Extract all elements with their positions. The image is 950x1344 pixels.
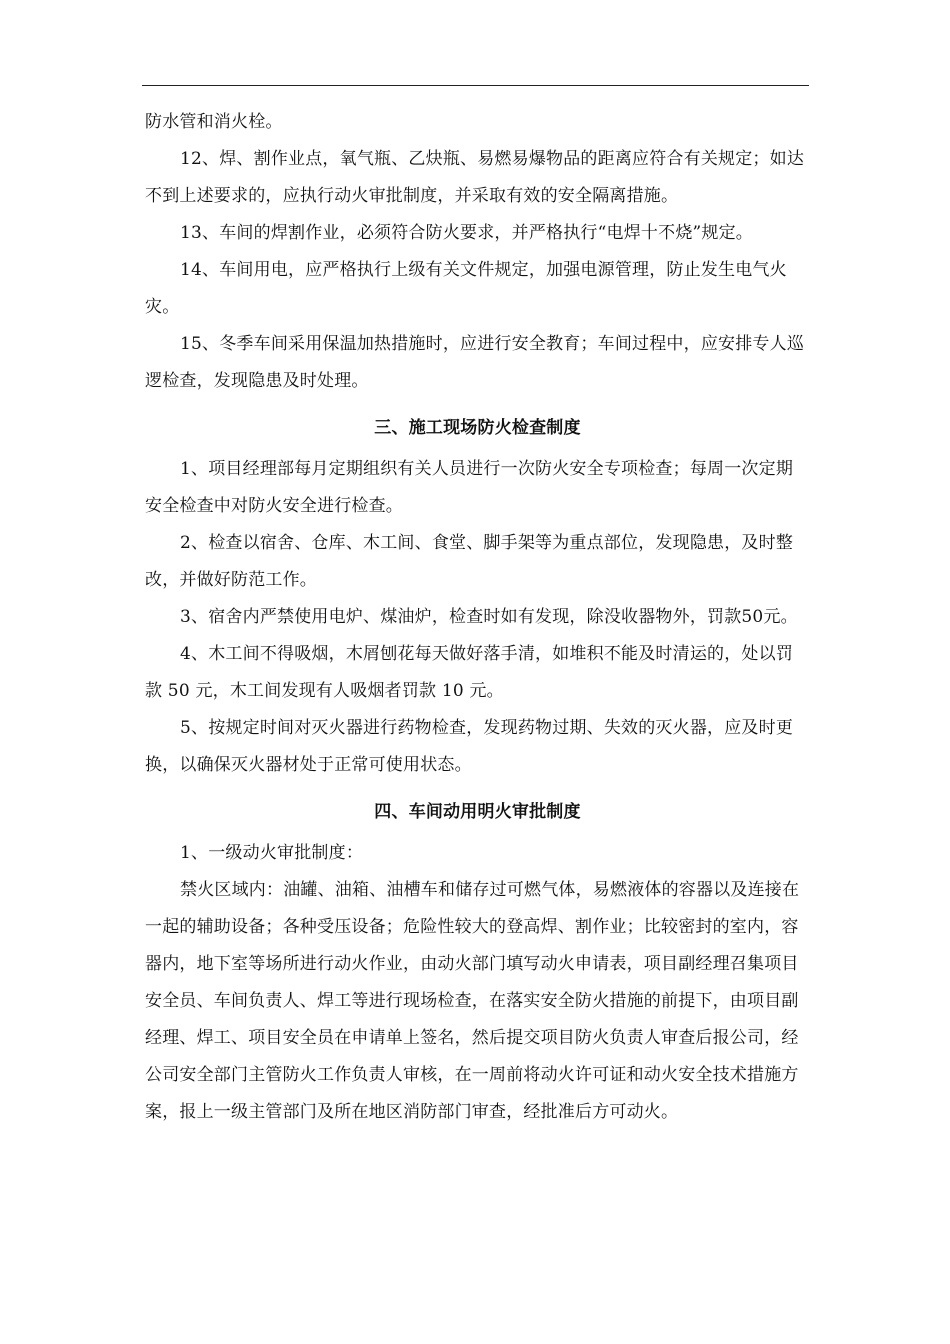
paragraph: 2、检查以宿舍、仓库、木工间、食堂、脚手架等为重点部位，发现隐患，及时整改，并做好防范工作。 (145, 533, 794, 590)
paragraph: 4、木工间不得吸烟，木屑刨花每天做好落手清，如堆积不能及时清运的，处以罚款 50 元，木工间发现有人吸烟者罚款 10 元。 (145, 644, 794, 701)
paragraph: 防水管和消火栓。 (145, 112, 283, 132)
paragraph: 1、一级动火审批制度： (180, 843, 364, 863)
paragraph: 3、宿舍内严禁使用电炉、煤油炉，检查时如有发现，除没收器物外，罚款50元。 (180, 607, 798, 627)
document-body (145, 104, 810, 1131)
paragraph: 禁火区域内：油罐、油箱、油槽车和储存过可燃气体，易燃液体的容器以及连接在一起的辅助设备；各种受压设备；危险性较大的登高焊、割作业；比较密封的室内，容器内，地下室等场所进行动火作业，由动火部门填写动火申请表，项目副经理召集项目安全员、车间负责人、焊工等进行现场检查，在落实安全防火措施的前提下，由项目副经理、焊工、项目安全员在申请单上签名，然后提交项目防火负责人审查后报公司，经公司安全部门主管防火工作负责人审核，在一周前将动火许可证和动火安全技术措施方案，报上一级主管部门及所在地区消防部门审查，经批准后方可动火。 (145, 880, 800, 1122)
header-rule (142, 85, 809, 86)
paragraph: 14、车间用电，应严格执行上级有关文件规定，加强电源管理，防止发生电气火灾。 (145, 260, 787, 317)
paragraph: 13、车间的焊割作业，必须符合防火要求，并严格执行“电焊十不烧”规定。 (180, 223, 754, 243)
section-heading: 四、车间动用明火审批制度 (374, 802, 581, 822)
section-heading: 三、施工现场防火检查制度 (374, 418, 581, 438)
paragraph: 1、项目经理部每月定期组织有关人员进行一次防火安全专项检查；每周一次定期安全检查中对防火安全进行检查。 (145, 459, 794, 516)
paragraph: 12、焊、割作业点，氧气瓶、乙炔瓶、易燃易爆物品的距离应符合有关规定；如达不到上述要求的，应执行动火审批制度，并采取有效的安全隔离措施。 (145, 149, 805, 206)
paragraph: 15、冬季车间采用保温加热措施时，应进行安全教育；车间过程中，应安排专人巡逻检查，发现隐患及时处理。 (145, 334, 805, 391)
paragraph: 5、按规定时间对灭火器进行药物检查，发现药物过期、失效的灭火器，应及时更换，以确保灭火器材处于正常可使用状态。 (145, 718, 794, 775)
